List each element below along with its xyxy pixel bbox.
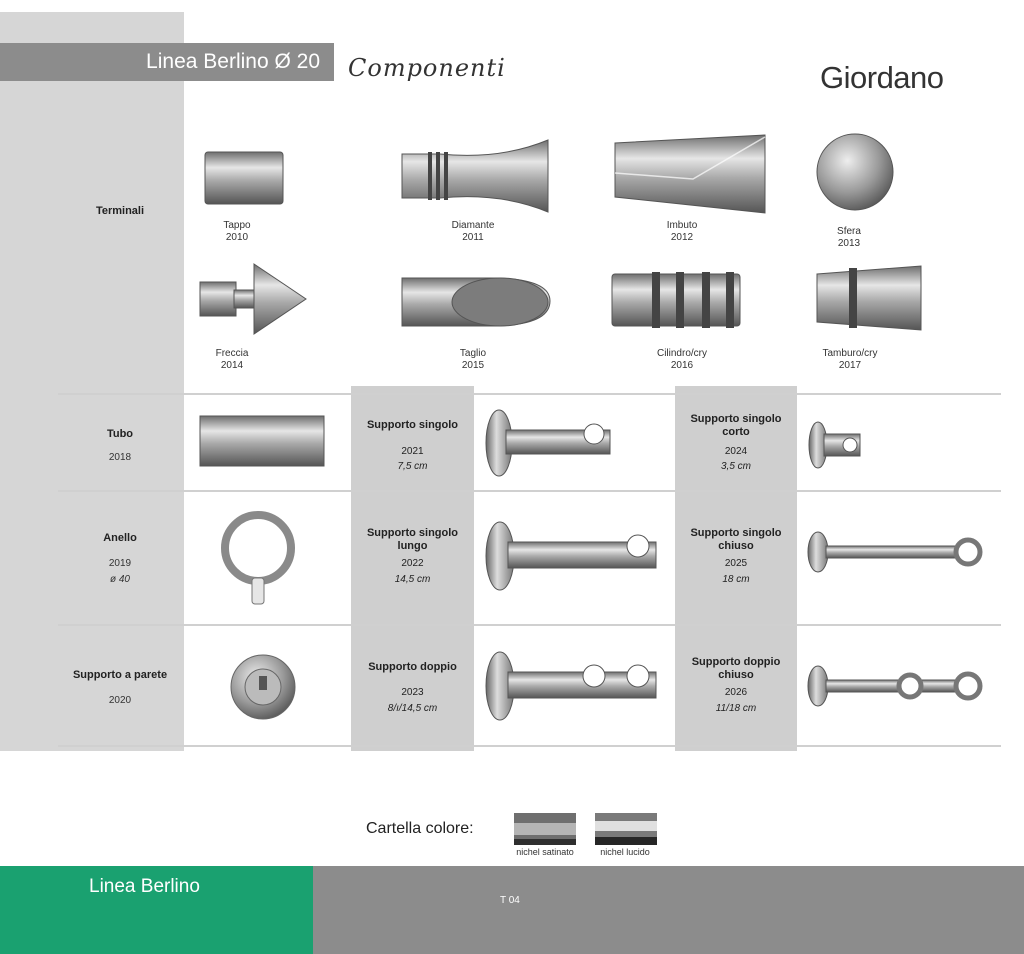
supporto-parete-image xyxy=(228,652,298,722)
supporto-doppio-chiuso-size: 11/18 cm xyxy=(715,703,757,714)
supporto-doppio-chiuso-image xyxy=(806,664,986,708)
cilindro-cry-image xyxy=(610,270,744,330)
supporto-parete-label: Supporto a parete xyxy=(72,669,168,681)
tamburo-cry-caption: Tamburo/cry 2017 xyxy=(822,348,878,371)
anello-label: Anello xyxy=(103,532,137,544)
left-sidebar-band xyxy=(0,0,184,751)
supporto-singolo-corto-code: 2024 xyxy=(724,446,748,457)
imbuto-caption: Imbuto 2012 xyxy=(666,220,698,243)
tubo-label: Tubo xyxy=(106,428,134,440)
supporto-parete-code: 2020 xyxy=(108,695,132,706)
swatch-label-satinato: nichel satinato xyxy=(516,847,574,857)
freccia-image xyxy=(198,262,308,336)
imbuto-image xyxy=(613,133,768,215)
row-divider xyxy=(58,745,1001,747)
swatch-nichel-lucido xyxy=(595,813,657,845)
freccia-caption: Freccia 2014 xyxy=(215,348,249,371)
taglio-caption: Taglio 2015 xyxy=(459,348,487,371)
sfera-caption: Sfera 2013 xyxy=(837,226,861,249)
swatch-nichel-satinato xyxy=(514,813,576,845)
tappo-caption: Tappo 2010 xyxy=(223,220,251,243)
supporto-doppio-title: Supporto doppio xyxy=(368,661,457,673)
terminali-label: Terminali xyxy=(95,205,145,217)
tamburo-cry-image xyxy=(815,264,925,332)
supporto-singolo-lungo-title: Supporto singolo lungo xyxy=(366,527,459,552)
section-subtitle: Componenti xyxy=(348,54,506,82)
supporto-singolo-lungo-image xyxy=(484,520,660,592)
taglio-image xyxy=(400,268,552,334)
supporto-singolo-corto-size: 3,5 cm xyxy=(720,461,751,472)
swatch-label-lucido: nichel lucido xyxy=(600,847,650,857)
row-divider xyxy=(58,624,1001,626)
supporto-doppio-code: 2023 xyxy=(401,687,424,698)
row-divider xyxy=(58,490,1001,492)
supporto-singolo-lungo-size: 14,5 cm xyxy=(394,574,431,585)
page-number: T 04 xyxy=(500,895,520,906)
tubo-code: 2018 xyxy=(108,452,132,463)
row-divider xyxy=(58,393,1001,395)
series-title-bar: Linea Berlino Ø 20 xyxy=(0,43,334,81)
brand-logo-text: Giordano xyxy=(820,60,944,95)
tappo-image xyxy=(203,150,285,206)
supporto-singolo-title: Supporto singolo xyxy=(366,419,459,431)
sfera-image xyxy=(815,130,895,214)
cilindro-cry-caption: Cilindro/cry 2016 xyxy=(656,348,707,371)
diamante-image xyxy=(400,138,552,214)
supporto-doppio-chiuso-title: Supporto doppio chiuso xyxy=(691,656,781,681)
supporto-singolo-corto-image xyxy=(808,420,864,470)
left-band-top-gap xyxy=(0,0,184,12)
tubo-image xyxy=(198,414,326,468)
supporto-doppio-size: 8/ı/14,5 cm xyxy=(387,703,438,714)
anello-code: 2019 xyxy=(108,558,132,569)
supporto-singolo-code: 2021 xyxy=(401,446,424,457)
anello-image xyxy=(218,506,298,610)
supporto-singolo-chiuso-code: 2025 xyxy=(724,558,748,569)
supporto-singolo-chiuso-image xyxy=(806,530,986,574)
color-chart-label: Cartella colore: xyxy=(366,820,474,837)
supporto-doppio-image xyxy=(484,650,660,722)
diamante-caption: Diamante 2011 xyxy=(451,220,495,243)
anello-diameter: ø 40 xyxy=(109,574,130,585)
supporto-singolo-chiuso-title: Supporto singolo chiuso xyxy=(690,527,782,552)
footer-title: Linea Berlino xyxy=(89,876,200,897)
supporto-singolo-lungo-code: 2022 xyxy=(401,558,424,569)
supporto-singolo-chiuso-size: 18 cm xyxy=(722,574,750,585)
supporto-singolo-image xyxy=(484,408,614,478)
supporto-singolo-size: 7,5 cm xyxy=(397,461,428,472)
supporto-doppio-chiuso-code: 2026 xyxy=(724,687,748,698)
supporto-singolo-corto-title: Supporto singolo corto xyxy=(690,413,782,438)
